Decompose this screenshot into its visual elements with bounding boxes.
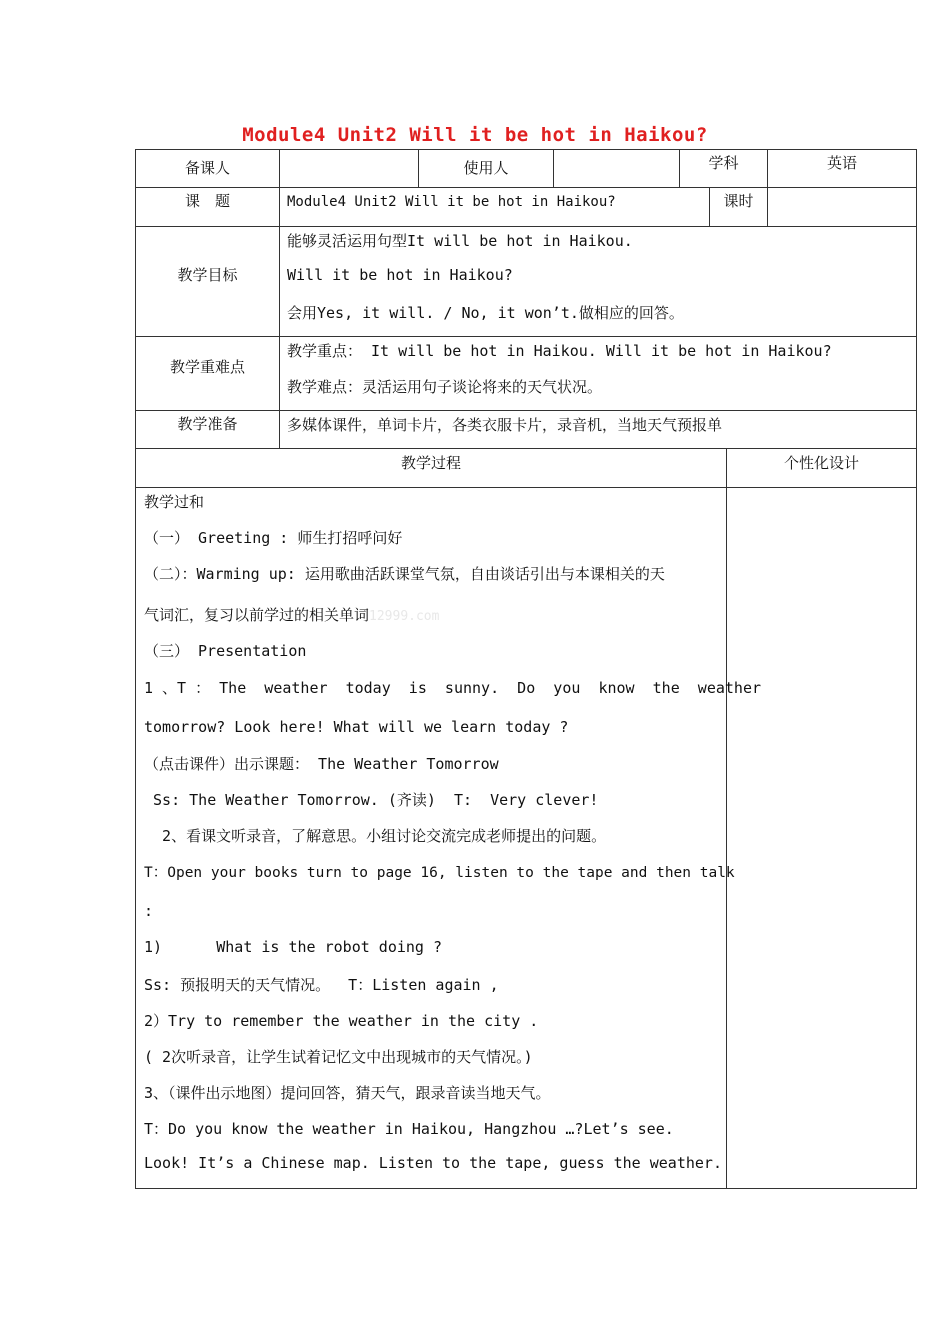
- period-label: 课时: [723, 192, 754, 210]
- key-point-line-1: 教学重点： It will be hot in Haikou. Will it be hot in Haikou?: [287, 342, 832, 360]
- process-line: Ss: 预报明天的天气情况。 T：Listen again ,: [144, 976, 499, 994]
- process-line: [144, 604, 439, 625]
- preparer-value: [280, 150, 418, 187]
- process-line: （三） Presentation: [144, 642, 307, 660]
- objective-line-3: 会用Yes, it will. / No, it won’t.做相应的回答。: [287, 304, 684, 322]
- process-line: Ss: The Weather Tomorrow. (齐读) T: Very clever!: [144, 791, 599, 809]
- objective-line-2: Will it be hot in Haikou?: [287, 266, 513, 284]
- process-line: 教学过和: [144, 493, 205, 511]
- process-line: ( 2次听录音，让学生试着记忆文中出现城市的天气情况。): [144, 1048, 533, 1066]
- key-point-line-2: 教学难点：灵活运用句子谈论将来的天气状况。: [287, 378, 603, 396]
- user-value: [554, 150, 679, 187]
- period-value: [768, 188, 916, 226]
- key-points-label: 教学重难点: [169, 358, 245, 376]
- subject-label: 学科: [708, 154, 739, 172]
- process-line: （二）：Warming up: 运用歌曲活跃课堂气氛，自由谈话引出与本课相关的天: [144, 565, 665, 583]
- process-line: （一） Greeting : 师生打招呼问好: [144, 529, 403, 547]
- preparer-label: 备课人: [184, 159, 230, 177]
- process-line: 2）Try to remember the weather in the city .: [144, 1012, 539, 1030]
- process-line: 2、看课文听录音，了解意思。小组讨论交流完成老师提出的问题。: [144, 827, 607, 845]
- process-header: 教学过程: [400, 454, 461, 472]
- design-header: 个性化设计: [783, 454, 859, 472]
- process-line: 1 、T ： The weather today is sunny. Do you know the weather: [144, 679, 761, 697]
- document-title: Module4 Unit2 Will it be hot in Haikou?: [242, 124, 708, 146]
- process-line: Look! It’s a Chinese map. Listen to the tape, guess the weather.: [144, 1154, 722, 1172]
- process-line: :: [144, 902, 154, 920]
- design-column: [727, 488, 916, 1188]
- watermark: 12999.com: [369, 609, 440, 624]
- process-line-text: 气词汇，复习以前学过的相关单词: [144, 606, 370, 624]
- topic-value: Module4 Unit2 Will it be hot in Haikou?: [287, 194, 616, 210]
- process-line: T：Open your books turn to page 16, listen to the tape and then talk: [144, 865, 735, 881]
- process-line: （点击课件）出示课题： The Weather Tomorrow: [144, 755, 499, 773]
- preparation-label: 教学准备: [177, 415, 238, 433]
- process-line: tomorrow? Look here! What will we learn today ?: [144, 718, 569, 736]
- objectives-label: 教学目标: [177, 266, 238, 284]
- preparation-value: 多媒体课件，单词卡片，各类衣服卡片，录音机，当地天气预报单: [287, 416, 723, 434]
- process-line: 3、（课件出示地图）提问回答，猜天气，跟录音读当地天气。: [144, 1084, 551, 1102]
- process-line: T：Do you know the weather in Haikou, Hangzhou …?Let’s see.: [144, 1120, 674, 1138]
- subject-value: 英语: [826, 154, 857, 172]
- user-label: 使用人: [463, 159, 509, 177]
- process-line: 1) What is the robot doing ?: [144, 938, 443, 956]
- topic-label: 课 题: [184, 192, 230, 210]
- objective-line-1: 能够灵活运用句型It will be hot in Haikou.: [287, 232, 633, 250]
